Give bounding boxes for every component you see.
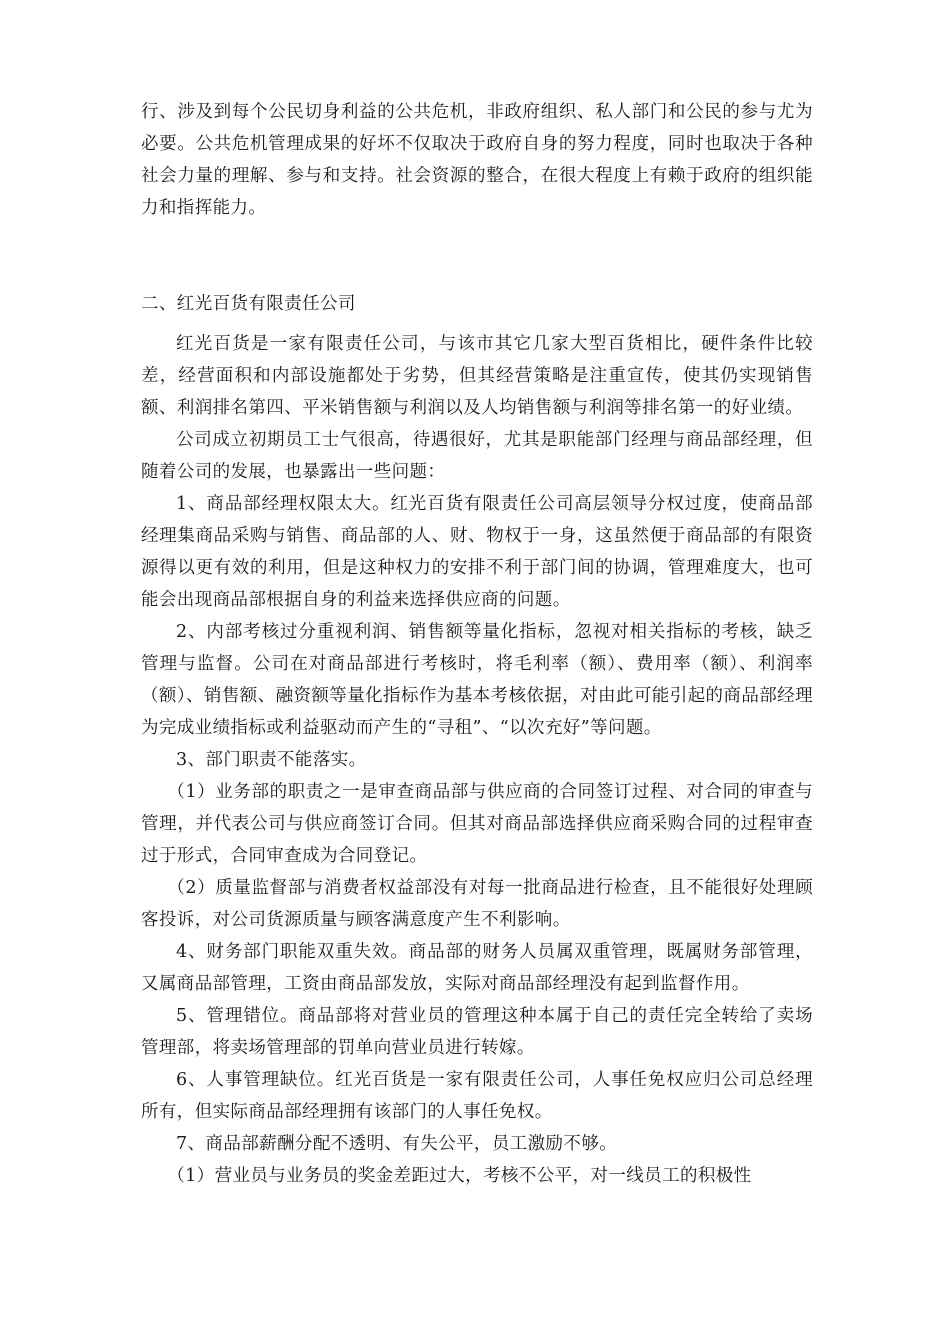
paragraph-issue-7: 7、商品部薪酬分配不透明、有失公平，员工激励不够。 — [176, 1134, 618, 1154]
paragraph-issue-6: 6、人事管理缺位。红光百货是一家有限责任公司，人事任免权应归公司总经理所有，但实际商品部经理拥有该部门的人事任免权。 — [141, 1070, 813, 1122]
paragraph-issue-2: 2、内部考核过分重视利润、销售额等量化指标，忽视对相关指标的考核，缺乏管理与监督。公司在对商品部进行考核时，将毛利率（额）、费用率（额）、利润率（额）、销售额、融资额等量化指标作为基本考核依据，对由此可能引起的商品部经理为完成业绩指标或利益驱动而产生的“寻租”、“以次充好”等问题。 — [141, 622, 813, 738]
paragraph-issue-7-sub-1: （1）营业员与业务员的奖金差距过大，考核不公平，对一线员工的积极性 — [167, 1166, 752, 1186]
paragraph-issue-4: 4、财务部门职能双重失效。商品部的财务人员属双重管理，既属财务部管理，又属商品部管理，工资由商品部发放，实际对商品部经理没有起到监督作用。 — [141, 942, 813, 994]
paragraph-issue-3-sub-2: （2）质量监督部与消费者权益部没有对每一批商品进行检查，且不能很好处理顾客投诉，对公司货源质量与顾客满意度产生不利影响。 — [141, 878, 813, 930]
section-heading: 二、红光百货有限责任公司 — [141, 294, 356, 314]
paragraph-company-overview: 红光百货是一家有限责任公司，与该市其它几家大型百货相比，硬件条件比较差，经营面积和内部设施都处于劣势，但其经营策略是注重宣传，使其仍实现销售额、利润排名第四、平米销售额与利润以及人均销售额与利润等排名第一的好业绩。 — [141, 334, 813, 418]
paragraph-issue-3: 3、部门职责不能落实。 — [176, 750, 367, 770]
intro-paragraph: 行、涉及到每个公民切身利益的公共危机，非政府组织、私人部门和公民的参与尤为必要。公共危机管理成果的好坏不仅取决于政府自身的努力程度，同时也取决于各种社会力量的理解、参与和支持。社会资源的整合，在很大程度上有赖于政府的组织能力和指挥能力。 — [141, 102, 813, 218]
paragraph-issue-5: 5、管理错位。商品部将对营业员的管理这种本属于自己的责任完全转给了卖场管理部，将卖场管理部的罚单向营业员进行转嫁。 — [141, 1006, 813, 1058]
paragraph-issue-3-sub-1: （1）业务部的职责之一是审查商品部与供应商的合同签订过程、对合同的审查与管理，并代表公司与供应商签订合同。但其对商品部选择供应商采购合同的过程审查过于形式，合同审查成为合同登记。 — [141, 782, 813, 866]
paragraph-issue-1: 1、商品部经理权限太大。红光百货有限责任公司高层领导分权过度，使商品部经理集商品采购与销售、商品部的人、财、物权于一身，这虽然便于商品部的有限资源得以更有效的利用，但是这种权力的安排不利于部门间的协调，管理难度大，也可能会出现商品部根据自身的利益来选择供应商的问题。 — [141, 494, 813, 610]
paragraph-problems-intro: 公司成立初期员工士气很高，待遇很好，尤其是职能部门经理与商品部经理，但随着公司的发展，也暴露出一些问题： — [141, 430, 813, 482]
document-page — [141, 96, 813, 1192]
